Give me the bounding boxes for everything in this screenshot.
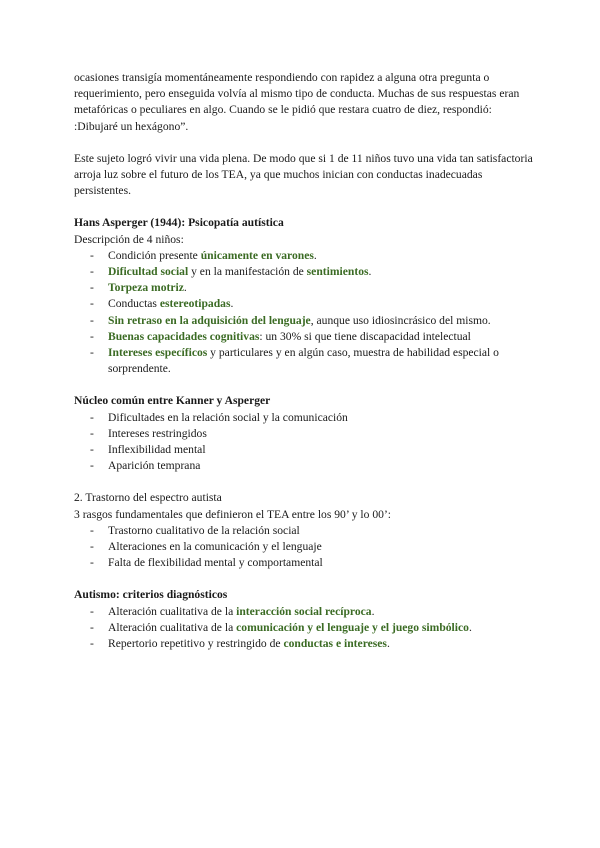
document-page	[74, 70, 534, 652]
list-item: - Trastorno cualitativo de la relación social	[90, 523, 300, 537]
asperger-subtitle: Descripción de 4 niños:	[74, 232, 184, 246]
asperger-heading: Hans Asperger (1944): Psicopatía autística	[74, 216, 284, 230]
list-item: - Sin retraso en la adquisición del lenguaje, aunque uso idiosincrásico del mismo.	[90, 313, 491, 327]
list-item: - Buenas capacidades cognitivas: un 30% si que tiene discapacidad intelectual	[90, 329, 471, 343]
list-item: - Condición presente únicamente en varones.	[90, 248, 317, 262]
tea-heading: 2. Trastorno del espectro autista	[74, 491, 222, 505]
list-item: - Dificultad social y en la manifestación de sentimientos.	[90, 265, 372, 279]
criterios-heading: Autismo: criterios diagnósticos	[74, 588, 228, 602]
intro-paragraph-2: Este sujeto logró vivir una vida plena. De modo que si 1 de 11 niños tuvo una vida tan satisfactoria arroja luz sobre el futuro de los TEA, ya que muchos inician con conductas inadecuadas persistentes.	[74, 151, 533, 198]
nucleo-list	[74, 410, 534, 475]
asperger-list	[74, 248, 534, 378]
list-item: - Torpeza motriz.	[90, 281, 187, 295]
list-item: - Intereses específicos y particulares y en algún caso, muestra de habilidad especial o sorprendente.	[90, 346, 499, 376]
list-item: - Aparición temprana	[90, 459, 201, 473]
nucleo-heading: Núcleo común entre Kanner y Asperger	[74, 394, 271, 408]
list-item: - Inflexibilidad mental	[90, 443, 206, 457]
list-item: - Intereses restringidos	[90, 426, 207, 440]
list-item: - Falta de flexibilidad mental y comportamental	[90, 556, 323, 570]
tea-subtitle: 3 rasgos fundamentales que definieron el TEA entre los 90’ y lo 00’:	[74, 507, 392, 521]
list-item: - Dificultades en la relación social y la comunicación	[90, 410, 348, 424]
tea-list	[74, 523, 534, 572]
list-item: - Conductas estereotipadas.	[90, 297, 234, 311]
list-item: - Repertorio repetitivo y restringido de conductas e intereses.	[90, 637, 390, 651]
list-item: - Alteración cualitativa de la comunicación y el lenguaje y el juego simbólico.	[90, 620, 472, 634]
list-item: - Alteraciones en la comunicación y el lenguaje	[90, 540, 322, 554]
intro-paragraph-1: ocasiones transigía momentáneamente respondiendo con rapidez a alguna otra pregunta o requerimiento, pero enseguida volvía al mismo tipo de conducta. Muchas de sus respuestas eran metafóricas o peculiares en algo. Cuando se le pidió que restara cuatro de diez, respondió: :Dibujaré un hexágono”.	[74, 71, 520, 133]
list-item: - Alteración cualitativa de la interacción social recíproca.	[90, 604, 375, 618]
criterios-list	[74, 604, 534, 653]
